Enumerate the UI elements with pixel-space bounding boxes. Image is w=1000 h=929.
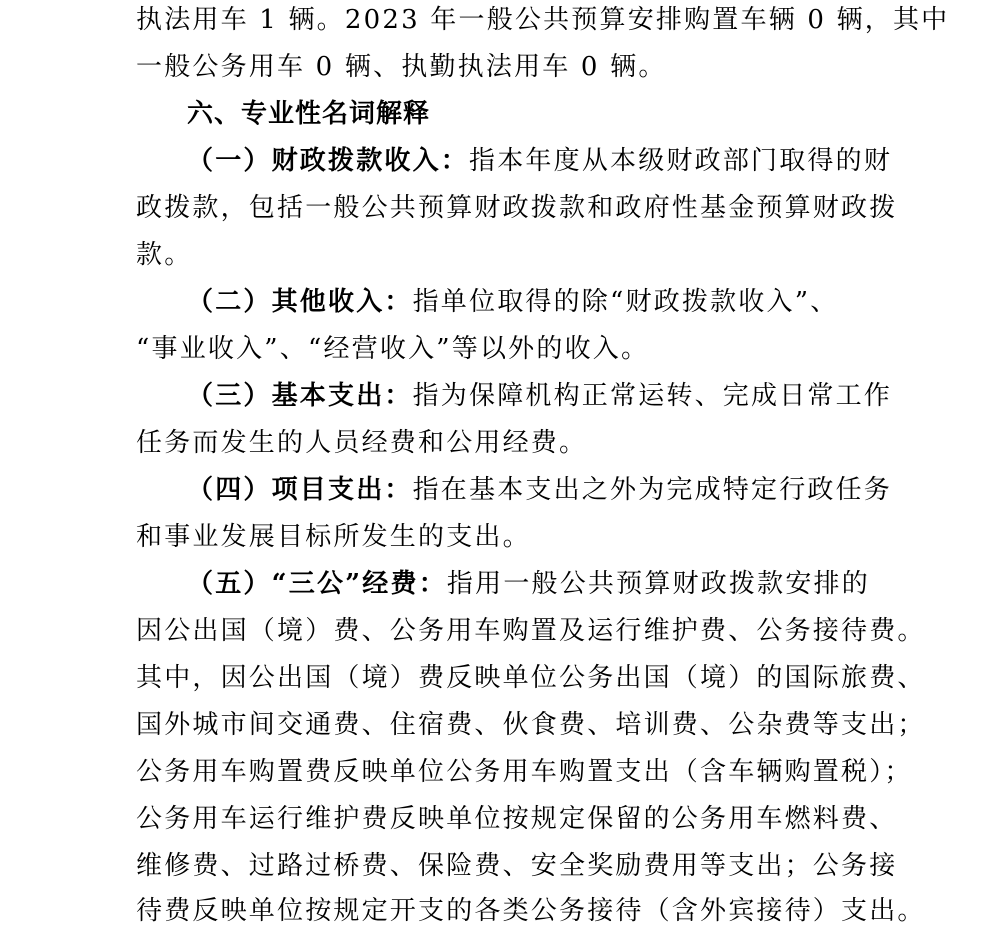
body-text-line: 因公出国（境）费、公务用车购置及运行维护费、公务接待费。 — [136, 616, 926, 646]
body-text-line: 一般公务用车 0 辆、执勤执法用车 0 辆。 — [136, 52, 667, 82]
definition-item — [187, 378, 892, 414]
definition-item — [187, 566, 870, 602]
definition-text: 指在基本支出之外为完成特定行政任务 — [412, 475, 893, 505]
body-text-line: “事业收入”、“经营收入”等以外的收入。 — [136, 334, 650, 364]
definition-item — [187, 284, 838, 320]
definition-term: （四）项目支出： — [187, 475, 413, 505]
body-text-line: 公务用车运行维护费反映单位按规定保留的公务用车燃料费、 — [136, 804, 898, 834]
definition-text: 指单位取得的除“财政拨款收入”、 — [412, 287, 839, 317]
section-heading: 六、专业性名词解释 — [187, 99, 431, 129]
body-text-line: 和事业发展目标所发生的支出。 — [136, 522, 531, 552]
body-text-line: 公务用车购置费反映单位公务用车购置支出（含车辆购置税）； — [136, 757, 913, 787]
body-text-line: 任务而发生的人员经费和公用经费。 — [136, 428, 588, 458]
body-text-line: 国外城市间交通费、住宿费、伙食费、培训费、公杂费等支出； — [136, 710, 926, 740]
body-text-line: 执法用车 1 辆。2023 年一般公共预算安排购置车辆 0 辆，其中 — [136, 5, 950, 35]
body-text-line: 款。 — [136, 240, 193, 270]
definition-text: 指本年度从本级财政部门取得的财 — [469, 146, 893, 176]
definition-term: （三）基本支出： — [187, 381, 413, 411]
definition-term: （五）“三公”经费： — [187, 569, 447, 599]
body-text-line: 其中，因公出国（境）费反映单位公务出国（境）的国际旅费、 — [136, 663, 926, 693]
definition-text: 指为保障机构正常运转、完成日常工作 — [412, 381, 893, 411]
definition-term: （二）其他收入： — [187, 287, 413, 317]
definition-text: 指用一般公共预算财政拨款安排的 — [446, 569, 870, 599]
definition-term: （一）财政拨款收入： — [187, 146, 470, 176]
definition-item — [187, 143, 892, 179]
body-text-line: 政拨款，包括一般公共预算财政拨款和政府性基金预算财政拨 — [136, 193, 898, 223]
body-text-line: 维修费、过路过桥费、保险费、安全奖励费用等支出；公务接 — [136, 851, 898, 881]
definition-item — [187, 472, 892, 508]
body-text-line: 待费反映单位按规定开支的各类公务接待（含外宾接待）支出。 — [136, 896, 926, 926]
